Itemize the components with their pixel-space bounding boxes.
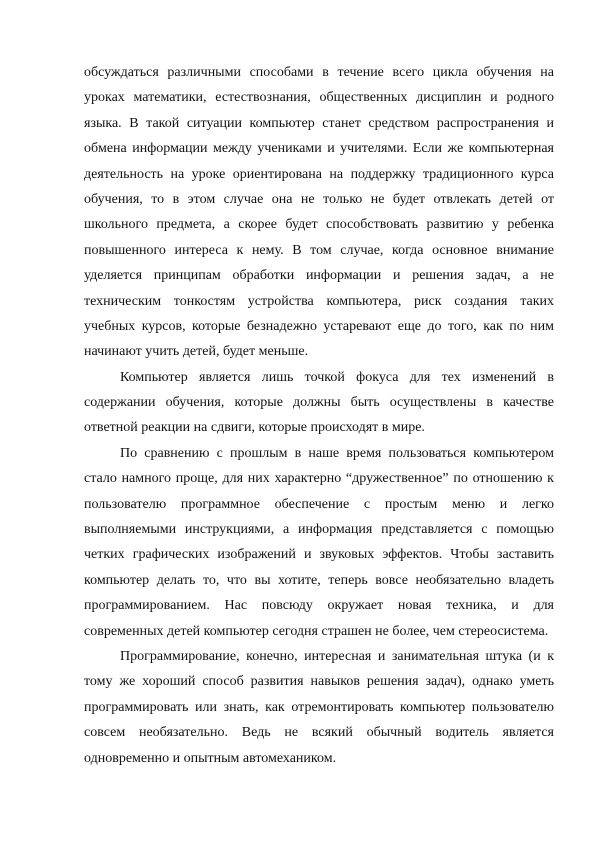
text-line: обучения, то в этом случае она не только не будет отвлекать детей от	[84, 191, 554, 207]
text-line: обсуждаться различными способами в течение всего цикла обучения на	[84, 65, 554, 80]
text-line: начинают учить детей, будет меньше.	[84, 344, 309, 360]
text-line: современных детей компьютер сегодня страшен не более, чем стереосистема.	[84, 623, 549, 639]
text-line: стало намного проще, для них характерно “дружественное” по отношению к	[84, 471, 554, 487]
text-line: совсем необязательно. Ведь не всякий обычный водитель является	[84, 725, 554, 741]
text-line: обмена информации между учениками и учителями. Если же компьютерная	[84, 141, 554, 157]
paragraph	[84, 441, 554, 644]
text-line: одновременно и опытным автомехаником.	[84, 750, 337, 766]
text-line: уделяется принципам обработки информации и решения задач, а не	[84, 268, 554, 284]
paragraph	[84, 644, 554, 771]
text-line: техническим тонкостям устройства компьютера, риск создания таких	[84, 293, 554, 309]
text-line: уроках математики, естествознания, общественных дисциплин и родного	[84, 90, 554, 106]
text-line: деятельность на уроке ориентирована на поддержку традиционного курса	[84, 166, 554, 182]
text-line: программировать или знать, как отремонтировать компьютер пользователю	[84, 699, 554, 715]
text-line: школьного предмета, а скорее будет способствовать развитию у ребенка	[84, 217, 554, 233]
text-line: языка. В такой ситуации компьютер станет средством распространения и	[84, 115, 554, 131]
paragraph	[84, 365, 554, 441]
text-line: По сравнению с прошлым в наше время пользоваться компьютером	[120, 445, 554, 461]
body-text	[84, 60, 554, 771]
text-line: повышенного интереса к нему. В том случае, когда основное внимание	[84, 242, 554, 258]
text-line: тому же хороший способ развития навыков решения задач), однако уметь	[84, 674, 554, 690]
text-line: компьютер делать то, что вы хотите, теперь вовсе необязательно владеть	[84, 572, 554, 588]
text-line: учебных курсов, которые безнадежно устаревают еще до того, как по ним	[84, 318, 554, 334]
text-line: ответной реакции на сдвиги, которые происходят в мире.	[84, 420, 425, 436]
text-line: четких графических изображений и звуковых эффектов. Чтобы заставить	[84, 547, 554, 563]
paragraph	[84, 60, 554, 365]
text-line: пользователю программное обеспечение с простым меню и легко	[84, 496, 554, 512]
text-line: выполняемыми инструкциями, а информация представляется с помощью	[84, 522, 554, 538]
text-line: Компьютер является лишь точкой фокуса для тех изменений в	[120, 369, 554, 385]
text-line: содержании обучения, которые должны быть осуществлены в качестве	[84, 395, 554, 411]
text-line: Программирование, конечно, интересная и занимательная штука (и к	[120, 648, 554, 664]
text-line: программированием. Нас повсюду окружает новая техника, и для	[84, 598, 554, 614]
